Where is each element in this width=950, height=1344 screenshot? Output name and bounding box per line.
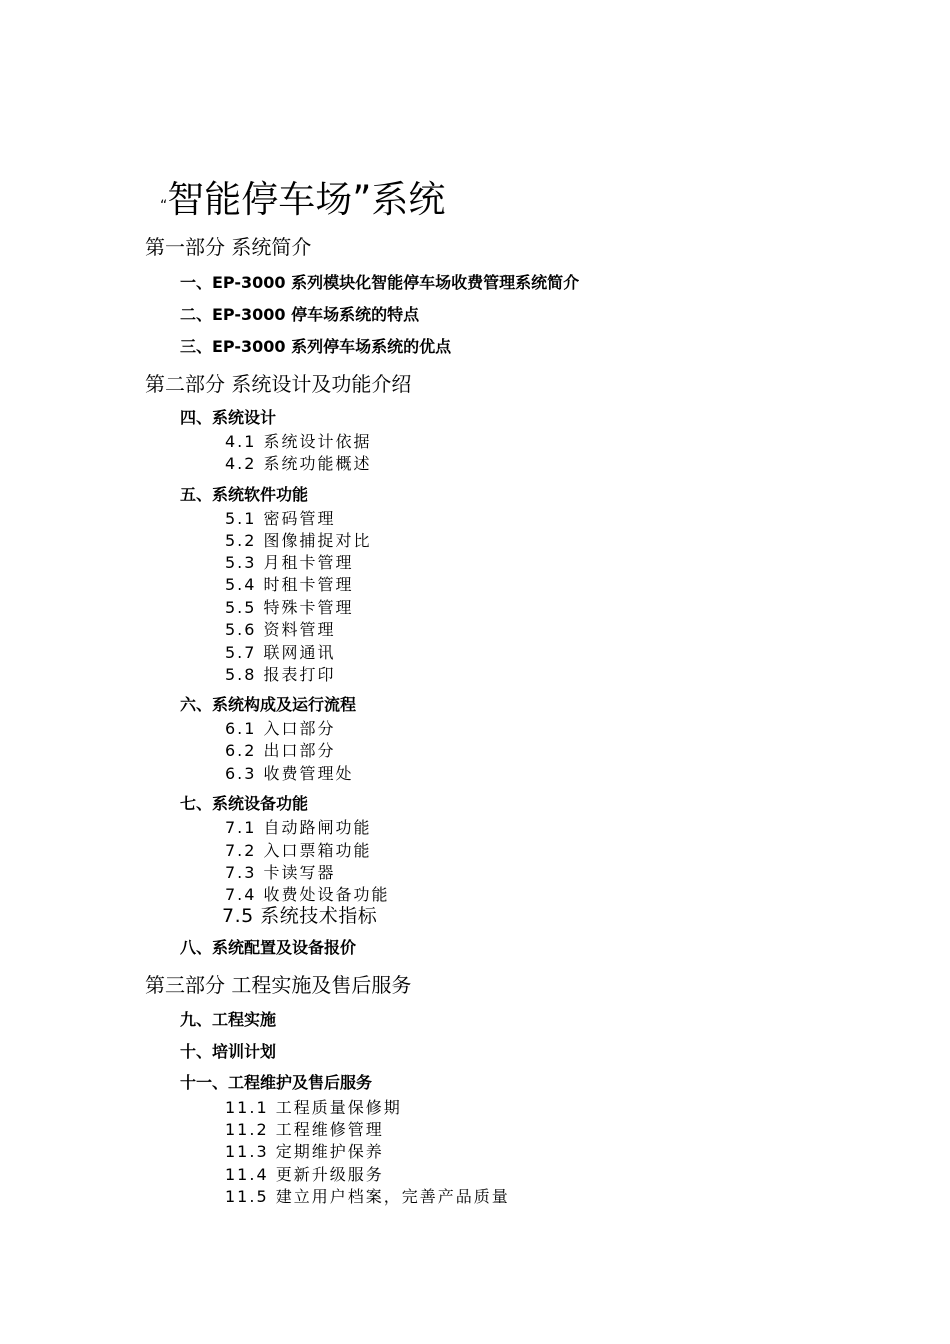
- toc-item: 7.4 收费处设备功能: [225, 885, 390, 904]
- toc-part: 第二部分 系统设计及功能介绍: [145, 372, 412, 396]
- toc-item: 7.1 自动路闸功能: [225, 818, 372, 837]
- toc-item: 7.3 卡读写器: [225, 863, 336, 882]
- toc-chapter: 三、EP-3000 系列停车场系统的优点: [180, 337, 452, 356]
- document-title: [160, 178, 445, 228]
- toc-chapter: 十、培训计划: [180, 1042, 277, 1061]
- toc-item: 11.3 定期维护保养: [225, 1142, 384, 1161]
- toc-item: 11.4 更新升级服务: [225, 1165, 384, 1184]
- toc-part: 第一部分 系统简介: [145, 235, 312, 259]
- toc-item: 6.2 出口部分: [225, 741, 336, 760]
- toc-item: 5.4 时租卡管理: [225, 575, 354, 594]
- toc-item: 5.8 报表打印: [225, 665, 336, 684]
- toc-item: 6.1 入口部分: [225, 719, 336, 738]
- toc-item: 5.2 图像捕捉对比: [225, 531, 372, 550]
- toc-item: 11.5 建立用户档案，完善产品质量: [225, 1187, 510, 1206]
- toc-part: 第三部分 工程实施及售后服务: [145, 973, 412, 997]
- toc-chapter: 二、EP-3000 停车场系统的特点: [180, 305, 420, 324]
- toc-item: 11.2 工程维修管理: [225, 1120, 384, 1139]
- toc-item: 5.7 联网通讯: [225, 643, 336, 662]
- toc-chapter: 四、系统设计: [180, 408, 277, 427]
- toc-item: 5.3 月租卡管理: [225, 553, 354, 572]
- toc-item: 4.2 系统功能概述: [225, 454, 372, 473]
- toc-chapter: 十一、工程维护及售后服务: [180, 1073, 373, 1092]
- toc-item: 5.6 资料管理: [225, 620, 336, 639]
- toc-chapter: 八、系统配置及设备报价: [180, 938, 357, 957]
- toc-chapter: 七、系统设备功能: [180, 794, 309, 813]
- toc-item: 7.5 系统技术指标: [222, 905, 378, 927]
- toc-item: 5.1 密码管理: [225, 509, 336, 528]
- title-main: 智能停车场”系统: [167, 178, 446, 221]
- toc-item: 11.1 工程质量保修期: [225, 1098, 402, 1117]
- toc-item: 5.5 特殊卡管理: [225, 598, 354, 617]
- toc-chapter: 五、系统软件功能: [180, 485, 309, 504]
- toc-item: 4.1 系统设计依据: [225, 432, 372, 451]
- toc-chapter: 一、EP-3000 系列模块化智能停车场收费管理系统简介: [180, 273, 580, 292]
- toc-item: 7.2 入口票箱功能: [225, 841, 372, 860]
- toc-chapter: 六、系统构成及运行流程: [180, 695, 357, 714]
- toc-item: 6.3 收费管理处: [225, 764, 354, 783]
- toc-chapter: 九、工程实施: [180, 1010, 277, 1029]
- title-open-quote: “: [160, 198, 168, 214]
